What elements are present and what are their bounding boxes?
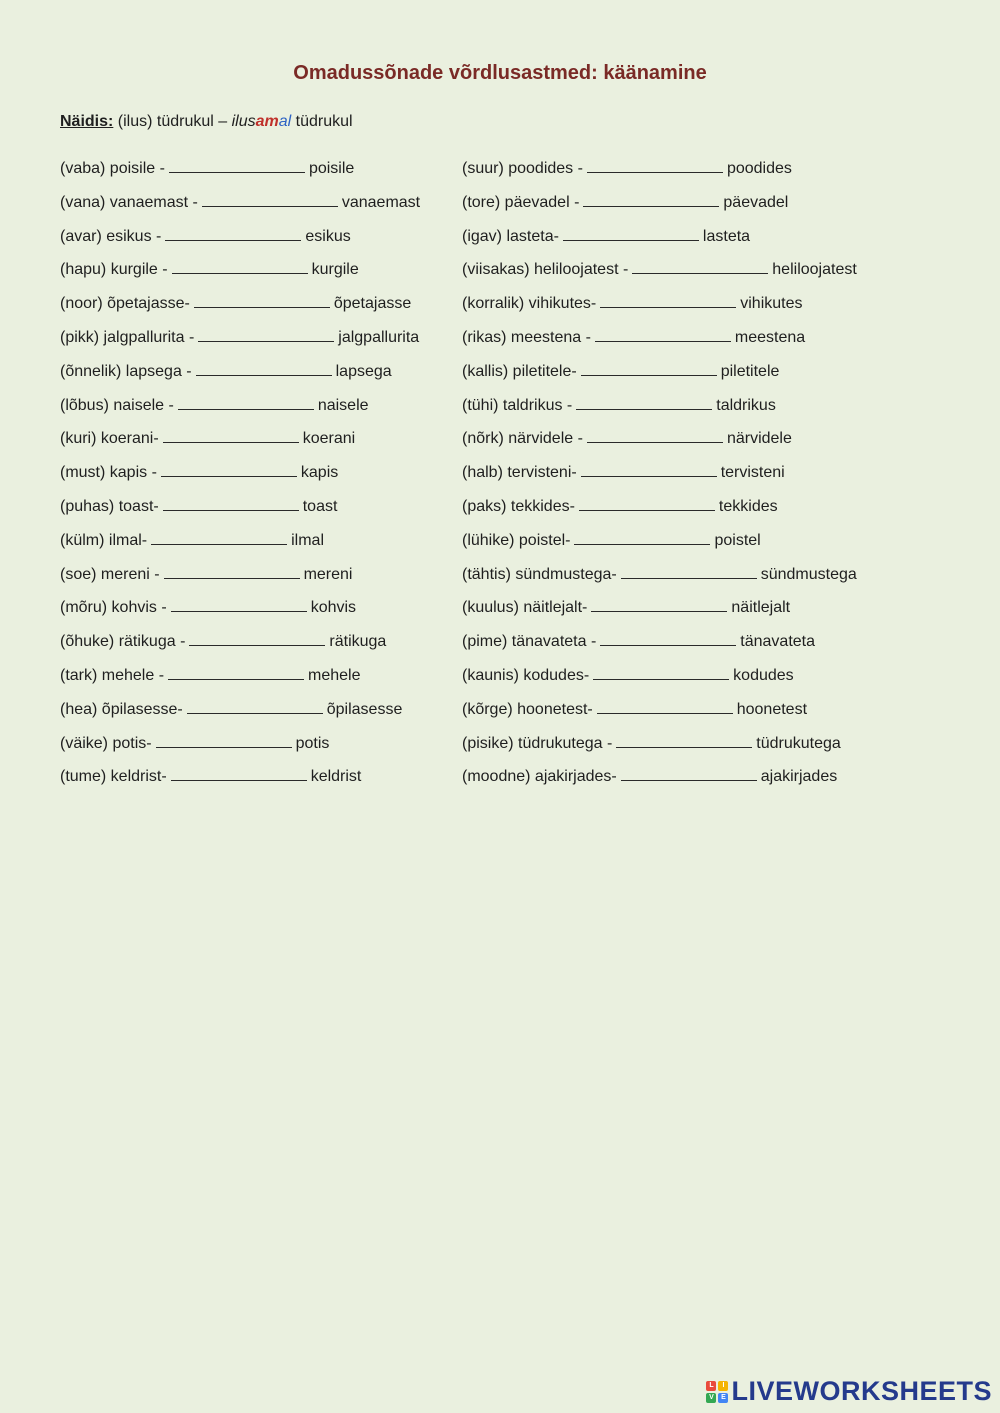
exercise-row — [462, 225, 857, 259]
exercise-noun: poistel — [714, 531, 761, 549]
exercise-prompt: (noor) õpetajasse- — [60, 295, 190, 313]
answer-blank[interactable] — [165, 225, 301, 241]
example-line — [60, 113, 353, 131]
exercise-row — [462, 732, 857, 766]
answer-blank[interactable] — [202, 191, 338, 207]
exercise-noun: heliloojatest — [772, 261, 857, 279]
exercise-row — [60, 292, 420, 326]
exercise-prompt: (tore) päevadel - — [462, 193, 580, 211]
exercise-noun: päevadel — [723, 193, 789, 211]
exercise-row — [462, 258, 857, 292]
exercise-prompt: (suur) poodides - — [462, 160, 583, 177]
exercise-noun: esikus — [305, 227, 351, 245]
answer-blank[interactable] — [151, 529, 287, 545]
answer-blank[interactable] — [196, 360, 332, 376]
example-answer: ilusamal — [231, 113, 292, 130]
exercise-row — [462, 326, 857, 360]
exercise-prompt: (õnnelik) lapsega - — [60, 362, 192, 380]
exercise-noun: tekkides — [718, 497, 778, 515]
exercise-noun: tervisteni — [720, 464, 785, 482]
exercise-row — [60, 258, 420, 292]
exercise-row — [462, 529, 857, 563]
exercise-row — [462, 596, 857, 630]
answer-blank[interactable] — [574, 529, 710, 545]
exercise-row — [462, 664, 857, 698]
example-label: Näidis: — [60, 113, 114, 130]
exercise-prompt: (igav) lasteta- — [462, 227, 559, 245]
exercise-prompt: (mõru) kohvis - — [60, 599, 167, 617]
exercise-noun: näitlejalt — [731, 599, 791, 617]
answer-blank[interactable] — [587, 427, 723, 443]
liveworksheets-logo — [706, 1376, 992, 1407]
exercise-row — [60, 563, 420, 597]
example-base: (ilus) tüdrukul – — [117, 113, 228, 130]
exercise-row — [60, 495, 420, 529]
exercise-row — [60, 698, 420, 732]
answer-blank[interactable] — [164, 563, 300, 579]
exercise-noun: kapis — [300, 464, 339, 482]
page-title: Omadussõnade võrdlusastmed: käänamine — [293, 62, 707, 84]
exercise-prompt: (tühi) taldrikus - — [462, 396, 573, 414]
logo-tile: V — [706, 1393, 716, 1403]
exercise-prompt: (kallis) piletitele- — [462, 362, 577, 380]
exercise-prompt: (kuri) koerani- — [60, 430, 159, 448]
answer-blank[interactable] — [632, 258, 768, 274]
answer-blank[interactable] — [187, 698, 323, 714]
exercise-prompt: (paks) tekkides- — [462, 497, 575, 515]
answer-blank[interactable] — [156, 732, 292, 748]
logo-tile: E — [718, 1393, 728, 1403]
exercise-row — [462, 495, 857, 529]
exercise-row — [60, 191, 420, 225]
exercise-noun: potis — [295, 734, 330, 752]
exercise-noun: närvidele — [726, 430, 792, 448]
exercise-noun: mereni — [303, 565, 353, 583]
exercise-prompt: (avar) esikus - — [60, 227, 162, 245]
exercise-prompt: (halb) tervisteni- — [462, 464, 577, 482]
exercise-row — [462, 157, 857, 191]
answer-blank[interactable] — [163, 495, 299, 511]
exercise-noun: ajakirjades — [760, 768, 838, 786]
right-column — [462, 157, 857, 799]
answer-blank[interactable] — [587, 157, 723, 173]
answer-blank[interactable] — [163, 427, 299, 443]
answer-blank[interactable] — [171, 596, 307, 612]
brand-name: LIVEWORKSHEETS — [731, 1376, 992, 1406]
exercise-noun: poodides — [726, 160, 792, 177]
answer-blank[interactable] — [600, 630, 736, 646]
exercise-prompt: (kõrge) hoonetest- — [462, 700, 593, 718]
exercise-row — [60, 326, 420, 360]
answer-blank[interactable] — [593, 664, 729, 680]
exercise-row — [462, 563, 857, 597]
exercise-prompt: (pime) tänavateta - — [462, 633, 597, 651]
exercise-noun: vanaemast — [341, 193, 421, 211]
exercise-noun: rätikuga — [329, 633, 387, 651]
answer-blank[interactable] — [169, 157, 305, 173]
exercise-row — [60, 732, 420, 766]
exercise-noun: jalgpallurita — [338, 328, 420, 346]
answer-blank[interactable] — [194, 292, 330, 308]
answer-blank[interactable] — [621, 563, 757, 579]
answer-blank[interactable] — [168, 664, 304, 680]
answer-blank[interactable] — [579, 495, 715, 511]
answer-blank[interactable] — [189, 630, 325, 646]
left-column — [60, 157, 420, 799]
exercise-row — [60, 630, 420, 664]
answer-blank[interactable] — [171, 765, 307, 781]
exercise-noun: toast — [302, 497, 338, 515]
answer-blank[interactable] — [178, 394, 314, 410]
exercise-row — [60, 461, 420, 495]
exercise-row — [462, 427, 857, 461]
answer-blank[interactable] — [597, 698, 733, 714]
exercise-row — [60, 664, 420, 698]
exercise-noun: meestena — [734, 328, 806, 346]
exercise-prompt: (lühike) poistel- — [462, 531, 571, 549]
exercise-row — [60, 765, 420, 799]
exercise-prompt: (pikk) jalgpallurita - — [60, 328, 195, 346]
exercise-noun: tüdrukutega — [756, 734, 841, 752]
exercise-row — [462, 394, 857, 428]
exercise-noun: õpilasesse — [326, 700, 403, 718]
answer-blank[interactable] — [198, 326, 334, 342]
exercise-prompt: (tark) mehele - — [60, 666, 165, 684]
exercise-noun: ilmal — [291, 531, 324, 549]
exercise-prompt: (vana) vanaemast - — [60, 193, 198, 211]
exercise-row — [462, 461, 857, 495]
exercise-noun: kurgile — [311, 261, 359, 279]
exercise-prompt: (tume) keldrist- — [60, 768, 167, 786]
exercise-noun: lasteta — [702, 227, 751, 245]
exercise-prompt: (hea) õpilasesse- — [60, 700, 183, 718]
logo-icon — [706, 1381, 728, 1403]
exercise-prompt: (õhuke) rätikuga - — [60, 633, 186, 651]
answer-blank[interactable] — [161, 461, 297, 477]
exercise-row — [60, 529, 420, 563]
logo-tile: I — [718, 1381, 728, 1391]
exercise-prompt: (pisike) tüdrukutega - — [462, 734, 613, 752]
exercise-prompt: (viisakas) heliloojatest - — [462, 261, 629, 279]
exercise-prompt: (lõbus) naisele - — [60, 396, 174, 414]
exercise-prompt: (vaba) poisile - — [60, 160, 165, 177]
exercise-prompt: (hapu) kurgile - — [60, 261, 168, 279]
answer-blank[interactable] — [172, 258, 308, 274]
answer-blank[interactable] — [616, 732, 752, 748]
exercise-prompt: (puhas) toast- — [60, 497, 159, 515]
answer-blank[interactable] — [591, 596, 727, 612]
exercise-row — [60, 596, 420, 630]
exercise-noun: poisile — [308, 160, 355, 177]
exercise-prompt: (korralik) vihikutes- — [462, 295, 597, 313]
exercise-noun: kohvis — [310, 599, 357, 617]
answer-blank[interactable] — [563, 225, 699, 241]
exercise-row — [60, 394, 420, 428]
answer-blank[interactable] — [581, 360, 717, 376]
exercise-noun: piletitele — [720, 362, 780, 380]
logo-tile: L — [706, 1381, 716, 1391]
exercise-prompt: (kaunis) kodudes- — [462, 666, 590, 684]
exercise-noun: keldrist — [310, 768, 362, 786]
exercise-noun: sündmustega — [760, 565, 857, 583]
exercise-row — [462, 292, 857, 326]
example-tail: tüdrukul — [295, 113, 353, 130]
answer-blank[interactable] — [581, 461, 717, 477]
exercise-row — [462, 765, 857, 799]
exercise-prompt: (kuulus) näitlejalt- — [462, 599, 588, 617]
exercise-prompt: (must) kapis - — [60, 464, 157, 482]
answer-blank[interactable] — [583, 191, 719, 207]
answer-blank[interactable] — [576, 394, 712, 410]
exercise-row — [60, 427, 420, 461]
exercise-noun: vihikutes — [740, 295, 803, 313]
exercise-noun: kodudes — [733, 666, 794, 684]
exercise-row — [462, 191, 857, 225]
exercise-noun: hoonetest — [736, 700, 808, 718]
exercise-row — [60, 157, 420, 191]
exercise-noun: naisele — [317, 396, 369, 414]
exercise-row — [60, 360, 420, 394]
answer-blank[interactable] — [600, 292, 736, 308]
exercise-noun: lapsega — [335, 362, 392, 380]
exercise-prompt: (väike) potis- — [60, 734, 152, 752]
exercise-prompt: (tähtis) sündmustega- — [462, 565, 617, 583]
exercise-noun: õpetajasse — [333, 295, 412, 313]
exercise-prompt: (külm) ilmal- — [60, 531, 148, 549]
answer-blank[interactable] — [621, 765, 757, 781]
exercise-noun: koerani — [302, 430, 356, 448]
exercise-prompt: (rikas) meestena - — [462, 328, 591, 346]
exercise-prompt: (moodne) ajakirjades- — [462, 768, 617, 786]
exercise-row — [462, 698, 857, 732]
exercise-row — [462, 630, 857, 664]
exercise-row — [60, 225, 420, 259]
exercise-noun: taldrikus — [716, 396, 776, 414]
exercise-prompt: (soe) mereni - — [60, 565, 160, 583]
exercise-row — [462, 360, 857, 394]
answer-blank[interactable] — [595, 326, 731, 342]
exercise-noun: tänavateta — [740, 633, 816, 651]
exercise-noun: mehele — [308, 666, 361, 684]
exercise-prompt: (nõrk) närvidele - — [462, 430, 583, 448]
